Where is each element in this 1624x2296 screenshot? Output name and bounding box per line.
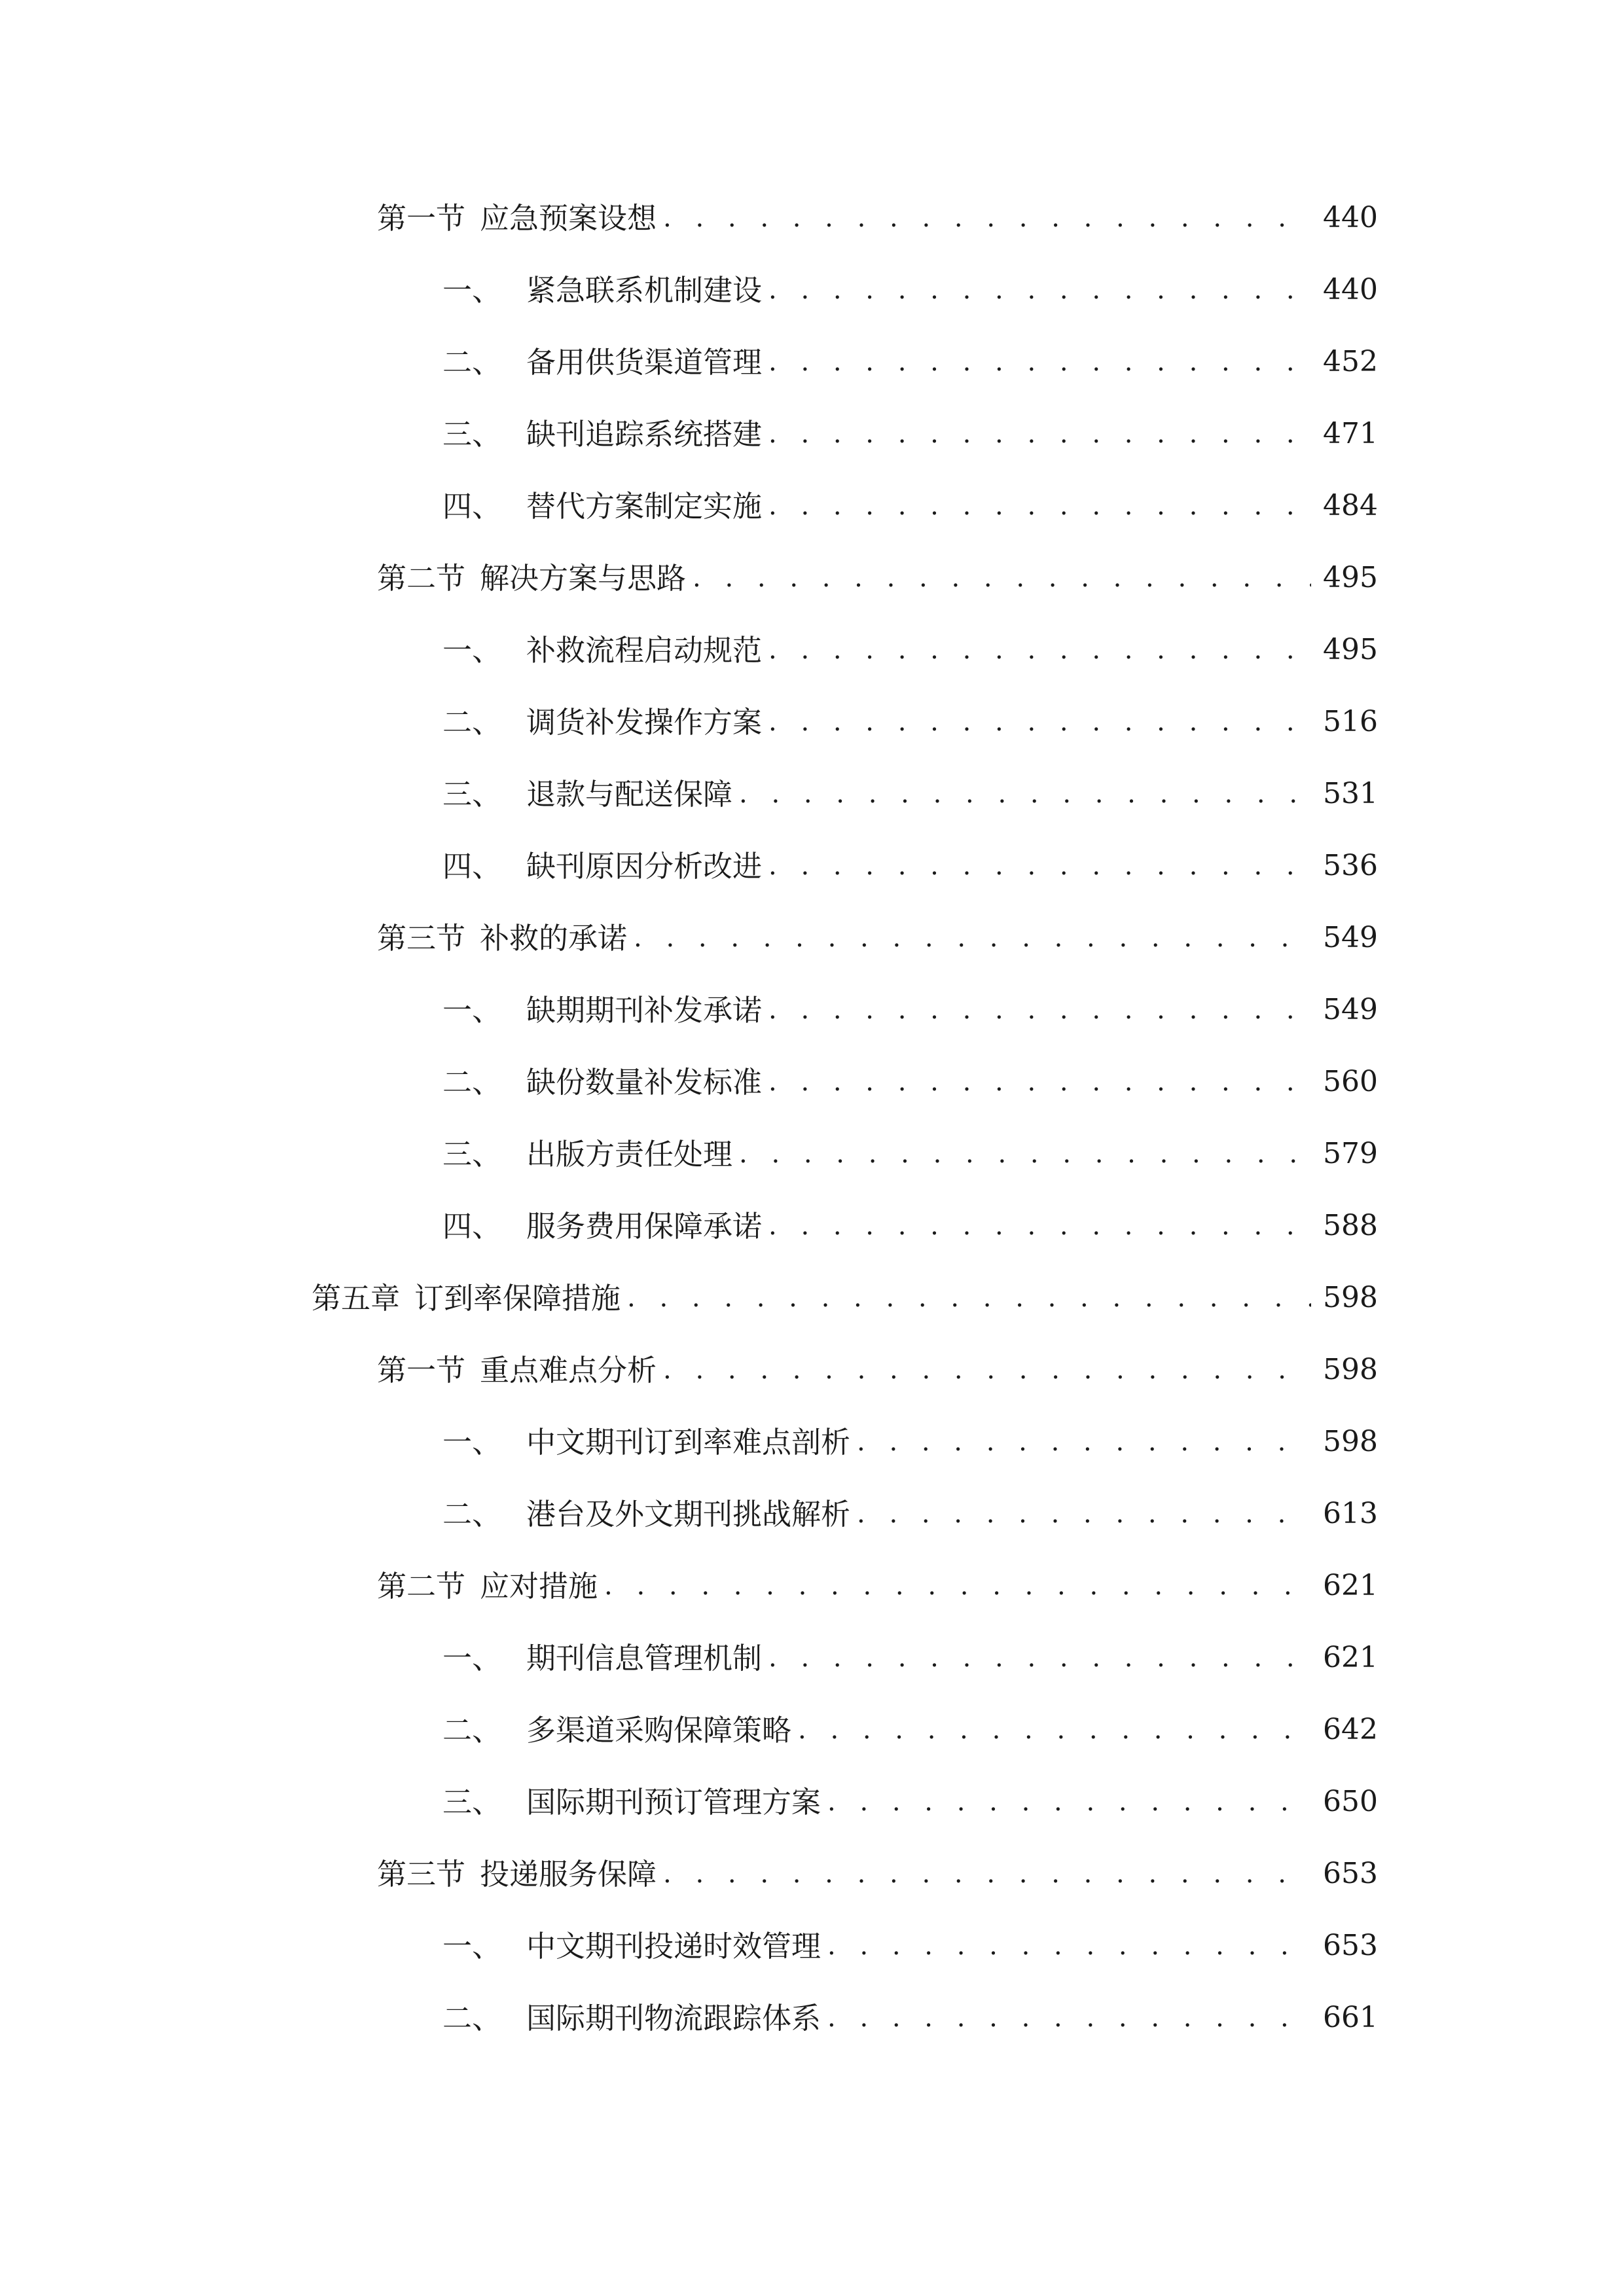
toc-entry-title xyxy=(442,1496,851,1532)
toc-entry-title xyxy=(442,1712,792,1748)
toc-entry-text: 替代方案制定实施 xyxy=(526,488,763,524)
toc-page-number: 549 xyxy=(1323,993,1378,1026)
toc-dot-leader xyxy=(827,2005,1311,2031)
toc-entry-text: 出版方责任处理 xyxy=(526,1136,733,1172)
toc-entry-text: 补救的承诺 xyxy=(480,920,628,956)
toc-entry-number: 第一节 xyxy=(377,200,466,236)
toc-page-number: 598 xyxy=(1323,1353,1378,1386)
toc-entry-title xyxy=(442,1640,763,1676)
toc-page-number: 661 xyxy=(1323,2001,1378,2034)
toc-subsection-entry xyxy=(0,1406,1624,1478)
toc-entry-number: 二、 xyxy=(442,2000,502,2036)
toc-entry-text: 缺份数量补发标准 xyxy=(526,1064,763,1100)
toc-dot-leader xyxy=(768,421,1311,447)
toc-entry-text: 重点难点分析 xyxy=(480,1352,657,1388)
toc-entry-text: 国际期刊预订管理方案 xyxy=(526,1784,821,1820)
toc-entry-number: 一、 xyxy=(442,272,502,308)
toc-entry-text: 补救流程启动规范 xyxy=(526,632,763,668)
toc-entry-number: 一、 xyxy=(442,1928,502,1964)
toc-entry-number: 二、 xyxy=(442,704,502,740)
toc-entry-title xyxy=(377,560,687,596)
toc-dot-leader xyxy=(768,1213,1311,1239)
toc-entry-number: 二、 xyxy=(442,1712,502,1748)
toc-entry-title xyxy=(442,776,733,812)
toc-entry-text: 调货补发操作方案 xyxy=(526,704,763,740)
toc-dot-leader xyxy=(663,205,1311,231)
toc-dot-leader xyxy=(768,1069,1311,1095)
toc-page-number: 653 xyxy=(1323,1857,1378,1890)
toc-entry-number: 二、 xyxy=(442,344,502,380)
toc-subsection-entry xyxy=(0,1982,1624,2054)
toc-entry-title xyxy=(442,488,763,524)
toc-page-number: 440 xyxy=(1323,273,1378,306)
toc-dot-leader xyxy=(739,781,1311,807)
toc-entry-number: 第三节 xyxy=(377,1856,466,1892)
toc-entry-text: 缺期期刊补发承诺 xyxy=(526,992,763,1028)
toc-subsection-entry xyxy=(0,1766,1624,1838)
toc-page-number: 621 xyxy=(1323,1641,1378,1674)
toc-entry-number: 三、 xyxy=(442,416,502,452)
toc-section-entry xyxy=(0,182,1624,254)
toc-page-number: 621 xyxy=(1323,1569,1378,1602)
toc-subsection-entry xyxy=(0,686,1624,758)
toc-entry-text: 中文期刊订到率难点剖析 xyxy=(526,1424,851,1460)
toc-entry-title xyxy=(312,1280,621,1316)
toc-entry-text: 缺刊原因分析改进 xyxy=(526,848,763,884)
toc-subsection-entry xyxy=(0,326,1624,398)
toc-entry-text: 应急预案设想 xyxy=(480,200,657,236)
toc-dot-leader xyxy=(739,1141,1311,1167)
toc-entry-title xyxy=(377,1568,598,1604)
toc-entry-text: 中文期刊投递时效管理 xyxy=(526,1928,821,1964)
toc-subsection-entry xyxy=(0,1046,1624,1118)
toc-entry-number: 三、 xyxy=(442,1784,502,1820)
toc-entry-text: 投递服务保障 xyxy=(480,1856,657,1892)
toc-entry-text: 港台及外文期刊挑战解析 xyxy=(526,1496,851,1532)
toc-entry-title xyxy=(442,704,763,740)
toc-subsection-entry xyxy=(0,470,1624,542)
toc-dot-leader xyxy=(857,1501,1311,1527)
toc-entry-title xyxy=(442,632,763,668)
toc-page-number: 452 xyxy=(1323,345,1378,378)
toc-page-number: 598 xyxy=(1323,1425,1378,1458)
toc-entry-title xyxy=(442,416,763,452)
toc-page-number: 531 xyxy=(1323,777,1378,810)
toc-dot-leader xyxy=(768,493,1311,519)
toc-entry-text: 国际期刊物流跟踪体系 xyxy=(526,2000,821,2036)
toc-entry-title xyxy=(442,1784,821,1820)
toc-entry-text: 多渠道采购保障策略 xyxy=(526,1712,792,1748)
toc-subsection-entry xyxy=(0,1694,1624,1766)
table-of-contents xyxy=(0,182,1624,2054)
toc-section-entry xyxy=(0,902,1624,974)
toc-subsection-entry xyxy=(0,758,1624,830)
toc-dot-leader xyxy=(827,1789,1311,1815)
toc-entry-title xyxy=(442,1208,763,1244)
toc-dot-leader xyxy=(604,1573,1311,1599)
toc-entry-number: 第三节 xyxy=(377,920,466,956)
toc-entry-number: 三、 xyxy=(442,1136,502,1172)
toc-page-number: 516 xyxy=(1323,705,1378,738)
toc-section-entry xyxy=(0,1550,1624,1622)
toc-chapter-entry xyxy=(0,1262,1624,1334)
toc-page-number: 495 xyxy=(1323,633,1378,666)
toc-entry-title xyxy=(442,992,763,1028)
toc-entry-title xyxy=(442,272,763,308)
toc-entry-title xyxy=(377,1856,657,1892)
toc-page-number: 495 xyxy=(1323,561,1378,594)
toc-entry-text: 退款与配送保障 xyxy=(526,776,733,812)
toc-dot-leader xyxy=(768,853,1311,879)
toc-subsection-entry xyxy=(0,974,1624,1046)
toc-entry-title xyxy=(442,344,763,380)
toc-subsection-entry xyxy=(0,1622,1624,1694)
toc-subsection-entry xyxy=(0,1910,1624,1982)
toc-subsection-entry xyxy=(0,830,1624,902)
toc-entry-number: 四、 xyxy=(442,488,502,524)
toc-entry-number: 四、 xyxy=(442,1208,502,1244)
toc-entry-title xyxy=(442,1064,763,1100)
toc-entry-text: 缺刊追踪系统搭建 xyxy=(526,416,763,452)
toc-entry-title xyxy=(377,1352,657,1388)
toc-dot-leader xyxy=(798,1717,1311,1743)
toc-dot-leader xyxy=(768,1645,1311,1671)
toc-entry-text: 备用供货渠道管理 xyxy=(526,344,763,380)
toc-entry-number: 第二节 xyxy=(377,560,466,596)
toc-dot-leader xyxy=(857,1429,1311,1455)
toc-entry-number: 第五章 xyxy=(312,1280,401,1316)
toc-entry-title xyxy=(442,848,763,884)
toc-subsection-entry xyxy=(0,1118,1624,1190)
toc-dot-leader xyxy=(768,637,1311,663)
toc-entry-number: 一、 xyxy=(442,1640,502,1676)
toc-entry-number: 四、 xyxy=(442,848,502,884)
toc-subsection-entry xyxy=(0,614,1624,686)
toc-entry-title xyxy=(442,2000,821,2036)
toc-page-number: 588 xyxy=(1323,1209,1378,1242)
toc-subsection-entry xyxy=(0,254,1624,326)
toc-page-number: 549 xyxy=(1323,921,1378,954)
toc-dot-leader xyxy=(768,277,1311,303)
toc-dot-leader xyxy=(768,709,1311,735)
toc-page-number: 536 xyxy=(1323,849,1378,882)
toc-subsection-entry xyxy=(0,1478,1624,1550)
toc-page-number: 642 xyxy=(1323,1713,1378,1746)
toc-entry-number: 二、 xyxy=(442,1064,502,1100)
toc-entry-title xyxy=(377,200,657,236)
toc-page-number: 653 xyxy=(1323,1929,1378,1962)
toc-page-number: 579 xyxy=(1323,1137,1378,1170)
toc-entry-text: 服务费用保障承诺 xyxy=(526,1208,763,1244)
toc-dot-leader xyxy=(768,997,1311,1023)
toc-entry-number: 三、 xyxy=(442,776,502,812)
toc-entry-text: 紧急联系机制建设 xyxy=(526,272,763,308)
toc-dot-leader xyxy=(768,349,1311,375)
toc-entry-number: 二、 xyxy=(442,1496,502,1532)
toc-page-number: 598 xyxy=(1323,1281,1378,1314)
toc-section-entry xyxy=(0,542,1624,614)
toc-entry-text: 期刊信息管理机制 xyxy=(526,1640,763,1676)
toc-entry-text: 应对措施 xyxy=(480,1568,598,1604)
toc-subsection-entry xyxy=(0,398,1624,470)
toc-page-number: 650 xyxy=(1323,1785,1378,1818)
toc-page-number: 471 xyxy=(1323,417,1378,450)
toc-entry-title xyxy=(442,1136,733,1172)
toc-section-entry xyxy=(0,1334,1624,1406)
toc-entry-number: 一、 xyxy=(442,632,502,668)
toc-entry-text: 订到率保障措施 xyxy=(414,1280,621,1316)
toc-dot-leader xyxy=(693,565,1311,591)
toc-entry-text: 解决方案与思路 xyxy=(480,560,687,596)
toc-dot-leader xyxy=(663,1861,1311,1887)
toc-entry-number: 第一节 xyxy=(377,1352,466,1388)
toc-page-number: 613 xyxy=(1323,1497,1378,1530)
toc-entry-number: 一、 xyxy=(442,1424,502,1460)
toc-subsection-entry xyxy=(0,1190,1624,1262)
toc-dot-leader xyxy=(627,1285,1311,1311)
toc-dot-leader xyxy=(663,1357,1311,1383)
toc-entry-title xyxy=(377,920,628,956)
toc-page-number: 484 xyxy=(1323,489,1378,522)
toc-dot-leader xyxy=(827,1933,1311,1959)
toc-dot-leader xyxy=(634,925,1311,951)
toc-entry-number: 一、 xyxy=(442,992,502,1028)
toc-section-entry xyxy=(0,1838,1624,1910)
toc-page-number: 560 xyxy=(1323,1065,1378,1098)
toc-page-number: 440 xyxy=(1323,201,1378,234)
toc-entry-title xyxy=(442,1424,851,1460)
toc-entry-number: 第二节 xyxy=(377,1568,466,1604)
toc-entry-title xyxy=(442,1928,821,1964)
